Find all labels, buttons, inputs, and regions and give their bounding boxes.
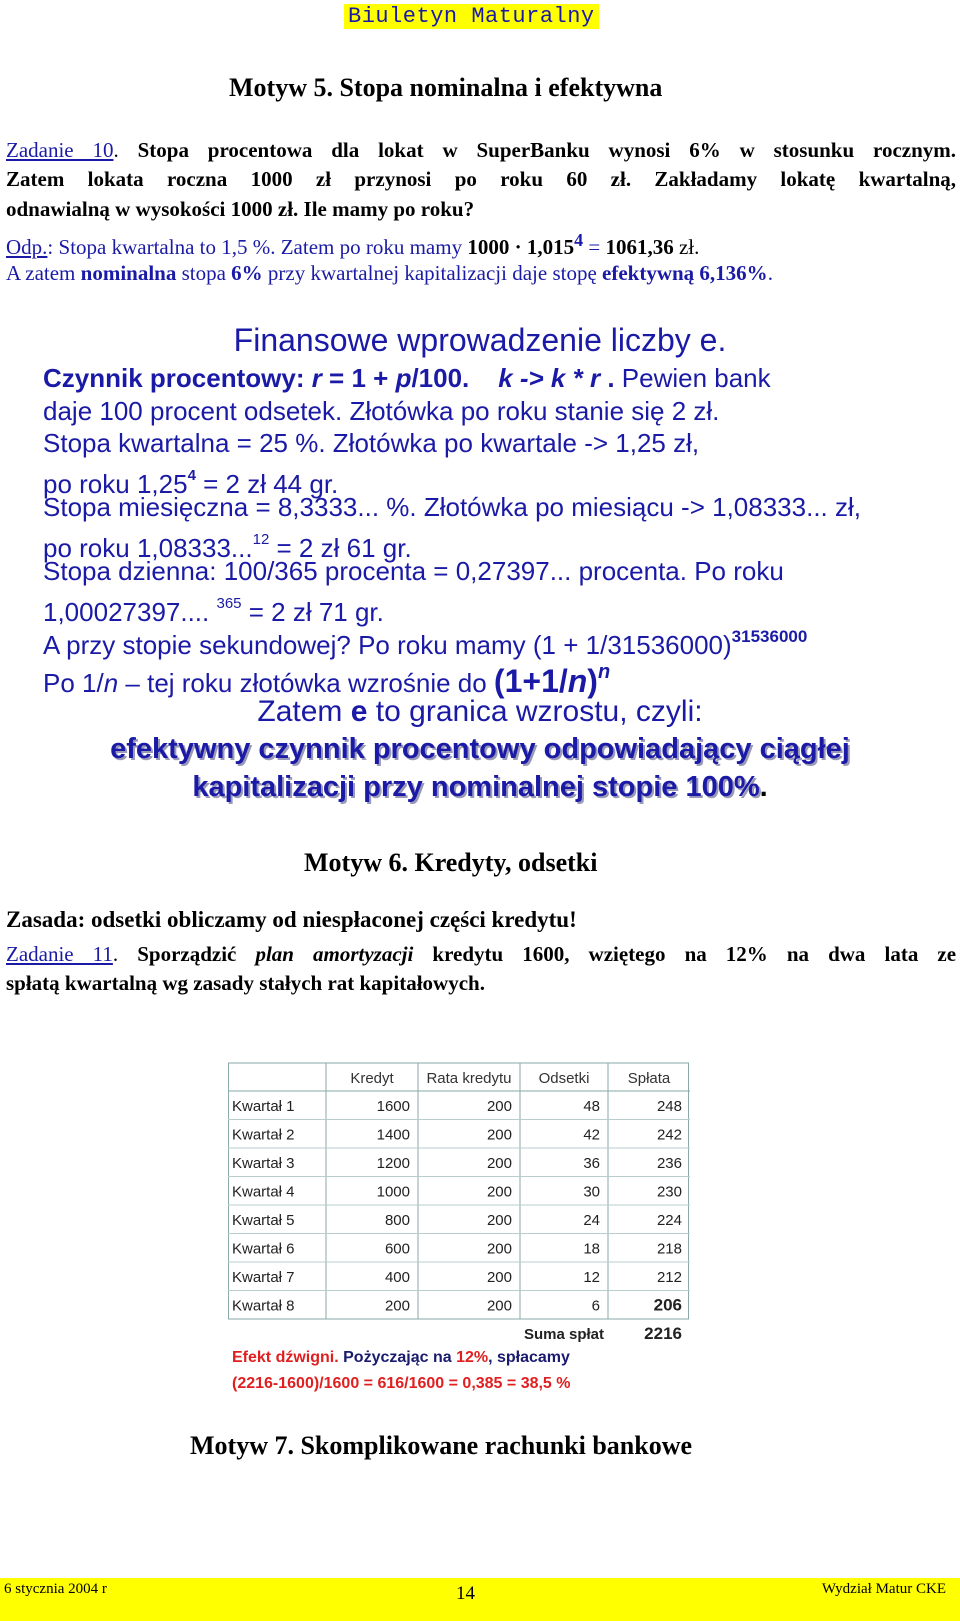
table-header-cell: Spłata [627,1070,671,1087]
footer-bar [0,1578,960,1621]
table-cell: 218 [656,1240,682,1258]
slide-line1: Czynnik procentowy: r = 1 + p/100. k -> k * r . Pewien bank [43,363,771,393]
table-cell: 18 [583,1240,600,1258]
motyw6-rule: Zasada: odsetki obliczamy od niespłaconej części kredytu! [6,907,577,932]
page-header [0,0,960,34]
amortization-table-svg [228,1061,690,1387]
table-header-cell: Rata kredytu [426,1070,512,1087]
table-cell: 200 [486,1098,512,1115]
amortization-table [228,1061,690,1387]
table-row-label: Kwartał 4 [232,1183,295,1201]
table-cell: 1000 [376,1183,410,1201]
answer-label[interactable]: Odp. [6,235,48,259]
task10-answer: Odp.: Stopa kwartalna to 1,5 %. Zatem po roku mamy 1000 · 1,0154 = 1061,36 zł. [6,230,700,259]
table-cell: 24 [583,1212,600,1229]
slide-line13: kapitalizacji przy nominalnej stopie 100%. [192,771,768,803]
table-cell: 200 [486,1297,512,1315]
slide-line9: A przy stopie sekundowej? Po roku mamy $(1 + 1/31536000)^{31536000}$ [43,627,808,660]
slide-line3: Stopa kwartalna = 25 %. Złotówka po kwartale -> 1,25 zł, [43,428,700,458]
table-cell: 242 [656,1126,682,1144]
table-header-cell: Odsetki [538,1070,590,1087]
slide-title: Finansowe wprowadzenie liczby e. [233,322,727,358]
slide-line2: daje 100 procent odsetek. Złotówka po roku stanie się 2 zł. [43,396,720,426]
table-row-label: Kwartał 8 [232,1297,295,1315]
answer-formula: 1000 · 1,015 [467,235,575,259]
table-cell: 200 [384,1297,410,1315]
table-cell: 230 [656,1183,682,1201]
table-header-cell: Kredyt [350,1070,394,1087]
table-row-label: Kwartał 7 [232,1269,295,1286]
effect-line2: (2216-1600)/1600 = 616/1600 = 0,385 = 38,5 % [232,1375,571,1392]
table-frame [229,1063,689,1319]
page-footer [0,1578,960,1621]
slide-line10: Po 1/n – tej roku złotówka wzrośnie do $(1+1/n)^n$ [43,661,611,699]
table-cell: 200 [486,1126,512,1144]
slide-line5: Stopa miesięczna = 8,3333... %. Złotówka po miesiącu -> 1,08333... zł, [43,492,861,522]
table-row-label: Kwartał 1 [232,1098,295,1115]
motyw5-title: Motyw 5. Stopa nominalna i efektywna [229,73,663,102]
table-cell: 6 [591,1297,600,1315]
slide-line4: po roku $1,25^4 = 2$ zł 44 gr. [43,467,339,499]
task10-line2: Zatem lokata roczna 1000 zł przynosi po roku 60 zł. Zakładamy lokatę kwartalną, [6,167,956,191]
table-sum-label: Suma spłat [523,1326,604,1343]
task10-line1: Zadanie 10. Stopa procentowa dla lokat w SuperBanku wynosi 6% w stosunku rocznym. [6,138,957,162]
motyw7-title: Motyw 7. Skomplikowane rachunki bankowe [190,1431,693,1460]
table-row-label: Kwartał 2 [232,1126,295,1144]
header-title: Biuletyn Maturalny [344,4,599,29]
task10-line3: odnawialną w wysokości 1000 zł. Ile mamy po roku? [6,197,475,221]
table-cell: 200 [486,1269,512,1286]
motyw6-title: Motyw 6. Kredyty, odsetki [304,848,598,877]
table-row-label: Kwartał 5 [232,1212,295,1229]
table-cell: 200 [486,1183,512,1201]
slide-line11: Zatem e to granica wzrostu, czyli: [257,695,703,728]
table-cell: 30 [583,1183,600,1201]
task11-line2: spłatą kwartalną wg zasady stałych rat kapitałowych. [6,971,485,995]
table-cell: 200 [486,1240,512,1258]
table-cell: 36 [583,1155,600,1172]
table-cell: 1400 [376,1126,410,1144]
table-cell: 206 [653,1295,682,1315]
table-sum-value: 2216 [644,1324,682,1343]
table-cell: 212 [656,1269,682,1286]
slide-line12: efektywny czynnik procentowy odpowiadający ciągłej [110,733,850,765]
task10-label[interactable]: Zadanie 10 [6,138,114,162]
effect-line1: Efekt dźwigni. Pożyczając na 12%, spłacamy [232,1349,570,1366]
table-cell: 248 [656,1098,682,1115]
table-cell: 224 [656,1212,682,1229]
footer-page-number: 14 [456,1583,475,1604]
table-cell: 1200 [376,1155,410,1172]
slide-line8: 1,00027397.... $^{365}$ = 2 zł 71 gr. [43,595,384,627]
table-cell: 1600 [376,1098,410,1115]
footer-date: 6 stycznia 2004 r [4,1581,107,1597]
slide-line6: po roku 1,08333...$^{12}$ = 2 zł 61 gr. [43,531,412,563]
task11-label[interactable]: Zadanie 11 [6,942,113,966]
table-cell: 42 [583,1126,600,1144]
footer-org: Wydział Matur CKE [821,1581,946,1597]
table-cell: 236 [656,1155,682,1172]
slide-line7: Stopa dzienna: 100/365 procenta = 0,27397... procenta. Po roku [43,556,784,586]
table-cell: 48 [583,1098,600,1115]
table-row-label: Kwartał 6 [232,1240,295,1258]
table-cell: 200 [486,1155,512,1172]
table-cell: 12 [583,1269,600,1286]
table-cell: 400 [384,1269,410,1286]
task11-line1: Zadanie 11. Sporządzić plan amortyzacji kredytu 1600, wziętego na 12% na dwa lata ze [6,942,957,966]
table-cell: 600 [384,1240,410,1258]
leverage-effect-box [228,1345,708,1405]
table-cell: 200 [486,1212,512,1229]
table-cell: 800 [384,1212,410,1229]
task10-summary: A zatem nominalna stopa 6% przy kwartalnej kapitalizacji daje stopę efektywną 6,136%. [6,261,773,285]
table-row-label: Kwartał 3 [232,1155,295,1172]
